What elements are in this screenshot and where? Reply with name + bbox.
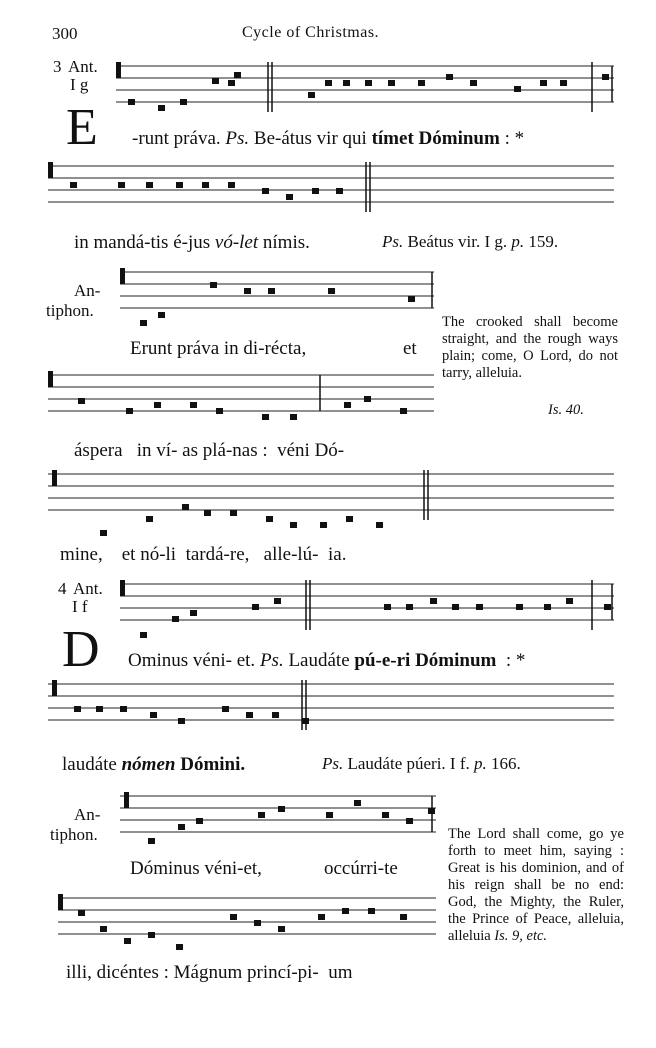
lyric-line: et bbox=[403, 338, 417, 359]
translation: The Lord shall come, go ye forth to meet him, saying : Great is his dominion, and of his reign shall be no end: God, the Mighty, the Ruler, the Prince of Peace, alleluia, alleluia Is. 9, etc. bbox=[448, 826, 624, 944]
scripture-reference: Is. 40. bbox=[548, 402, 584, 418]
lyric-line: Dóminus véni-et, bbox=[130, 858, 262, 879]
page-number: 300 bbox=[52, 24, 78, 43]
antiphon-label: Ant. bbox=[73, 579, 103, 598]
antiphon-number: 4 bbox=[58, 579, 67, 598]
lyric-line: áspera in ví- as plá-nas : véni Dó- bbox=[74, 440, 345, 461]
lyric-line: in mandá-tis é-jus vó-let nímis. bbox=[74, 232, 310, 253]
antiphon-label: tiphon. bbox=[50, 825, 98, 844]
translation: The crooked shall become straight, and the rough ways plain; come, O Lord, do not tarry, alleluia. bbox=[442, 314, 618, 381]
lyric-line: illi, dicéntes : Mágnum princí-pi- um bbox=[66, 962, 353, 983]
lyric-line: mine, et nó-li tardá-re, alle-lú- ia. bbox=[60, 544, 347, 565]
mode-label: I f bbox=[72, 597, 88, 616]
initial-letter: E bbox=[66, 99, 98, 156]
antiphon-label: An- bbox=[74, 805, 101, 824]
lyric-line: Erunt práva in di-récta, bbox=[130, 338, 307, 359]
page-title: Cycle of Christmas. bbox=[242, 24, 380, 41]
psalm-reference: Ps. Laudáte púeri. I f. p. 166. bbox=[322, 754, 521, 773]
lyric-line: laudáte nómen Dómini. bbox=[62, 754, 246, 775]
initial-letter: D bbox=[62, 621, 100, 678]
psalm-reference: Ps. Beátus vir. I g. p. 159. bbox=[382, 232, 559, 251]
antiphon-number: 3 bbox=[53, 57, 62, 76]
lyric-line: -runt práva. Ps. Be-átus vir qui tímet Dóminum : * bbox=[132, 128, 525, 149]
antiphon-label: tiphon. bbox=[46, 301, 94, 320]
mode-label: I g bbox=[70, 75, 89, 94]
antiphon-label: Ant. bbox=[68, 57, 98, 76]
lyric-line: occúrri-te bbox=[324, 858, 398, 879]
antiphon-label: An- bbox=[74, 281, 101, 300]
lyric-line: Ominus véni- et. Ps. Laudáte pú-e-ri Dóminum : * bbox=[128, 650, 526, 671]
